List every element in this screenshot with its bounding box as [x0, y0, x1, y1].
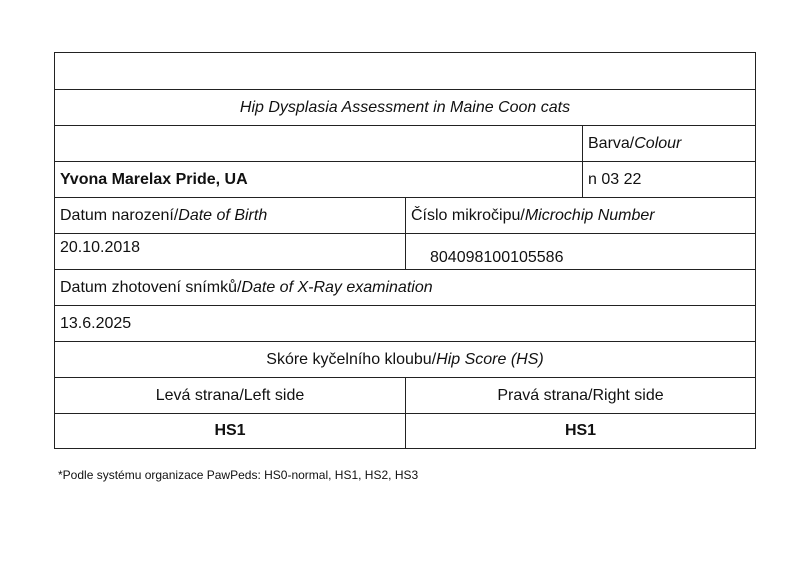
xray-label-row: [55, 270, 755, 306]
xray-value-row: [55, 306, 755, 342]
cat-name: Yvona Marelax Pride, UA: [60, 170, 248, 188]
score-row: [55, 414, 755, 448]
title-row: [55, 90, 755, 126]
empty-cell: [55, 126, 582, 161]
name-row: [55, 162, 755, 198]
dob-microchip-label-row: [55, 198, 755, 234]
right-side-label: Pravá strana/Right side: [405, 378, 755, 413]
side-label-row: [55, 378, 755, 414]
document-title: Hip Dysplasia Assessment in Maine Coon cats: [239, 98, 571, 116]
microchip-value: 804098100105586: [405, 234, 755, 269]
right-score: HS1: [405, 414, 755, 448]
hip-assessment-form: [54, 52, 756, 449]
xray-label: Datum zhotovení snímků/ Date of X-Ray examination: [60, 278, 433, 296]
blank-header-row: [55, 53, 755, 90]
left-score: HS1: [214, 422, 246, 439]
colour-label-row: [55, 126, 755, 162]
dob-value: 20.10.2018: [60, 239, 141, 256]
dob-microchip-value-row: [55, 234, 755, 270]
xray-value: 13.6.2025: [60, 314, 132, 332]
hip-score-label: Skóre kyčelního kloubu/ Hip Score (HS): [266, 350, 544, 368]
hip-score-label-row: [55, 342, 755, 378]
footnote: *Podle systému organizace PawPeds: HS0-normal, HS1, HS2, HS3: [58, 468, 419, 482]
microchip-label: Číslo mikročipu/ Microchip Number: [405, 198, 755, 233]
left-side-label: Levá strana/Left side: [155, 386, 305, 404]
dob-label: Datum narození/ Date of Birth: [60, 206, 268, 224]
colour-value: n 03 22: [582, 162, 755, 197]
colour-label: Barva/ Colour: [582, 126, 755, 161]
